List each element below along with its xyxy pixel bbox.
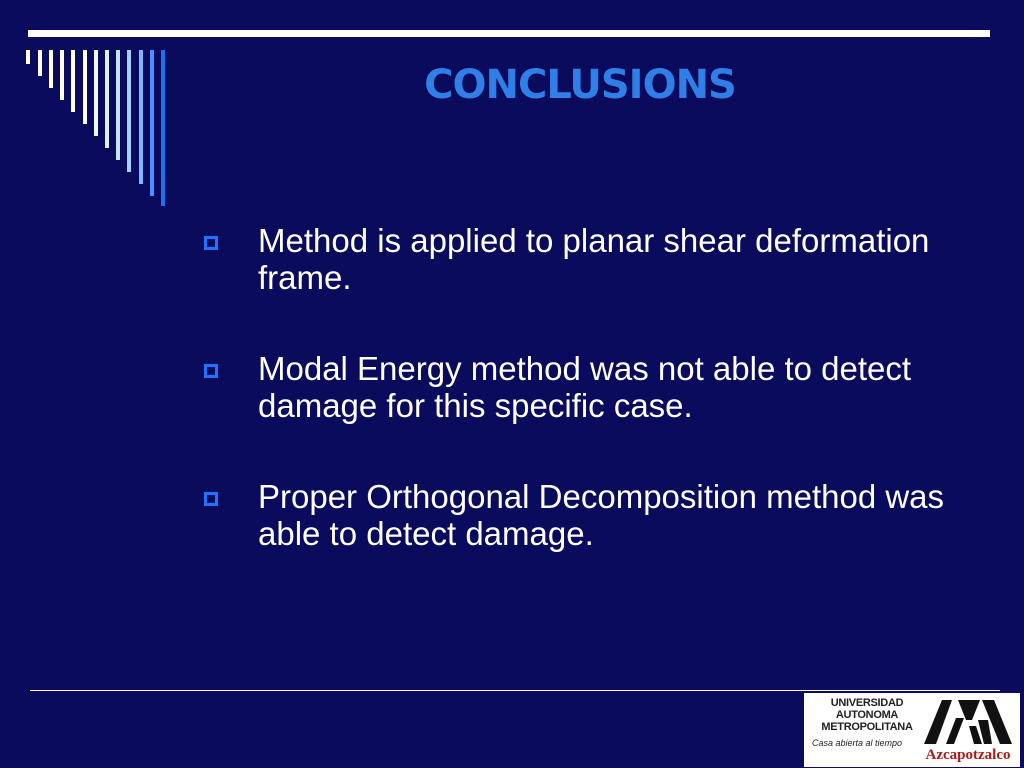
hollow-square-bullet-icon [204,492,218,506]
stripe [150,50,154,196]
stripe [26,50,30,64]
stripe [139,50,143,184]
hollow-square-bullet-icon [204,236,218,250]
logo-line: METROPOLITANA [821,721,913,733]
stripe [161,50,165,206]
logo-line: UNIVERSIDAD [830,697,904,709]
uam-logo-icon [922,696,1016,746]
stripe [127,50,131,172]
bullet-item [200,350,960,424]
logo-campus: Azcapotzalco [925,747,1011,763]
decorative-stripes [0,0,180,210]
bullet-item [200,222,960,296]
stripe [105,50,109,148]
stripe [71,50,75,112]
stripe [94,50,98,136]
bullet-text: Modal Energy method was not able to detect damage for this specific case. [258,350,912,424]
hollow-square-bullet-icon [204,364,218,378]
logo-tagline: Casa abierta al tiempo [812,738,903,748]
bullet-list [200,222,960,606]
stripe [49,50,53,88]
bullet-item [200,478,960,552]
slide-title: CONCLUSIONS [424,62,736,108]
logo-line: AUTONOMA [835,709,899,721]
bullet-text: Method is applied to planar shear deformation frame. [258,222,930,296]
stripe [38,50,42,76]
bullet-text: Proper Orthogonal Decomposition method was able to detect damage. [258,478,945,552]
logo-wordmark [812,697,922,749]
stripe [116,50,120,160]
stripe [83,50,87,124]
stripe [60,50,64,100]
uam-logo [804,693,1020,767]
bottom-rule [30,690,1000,691]
